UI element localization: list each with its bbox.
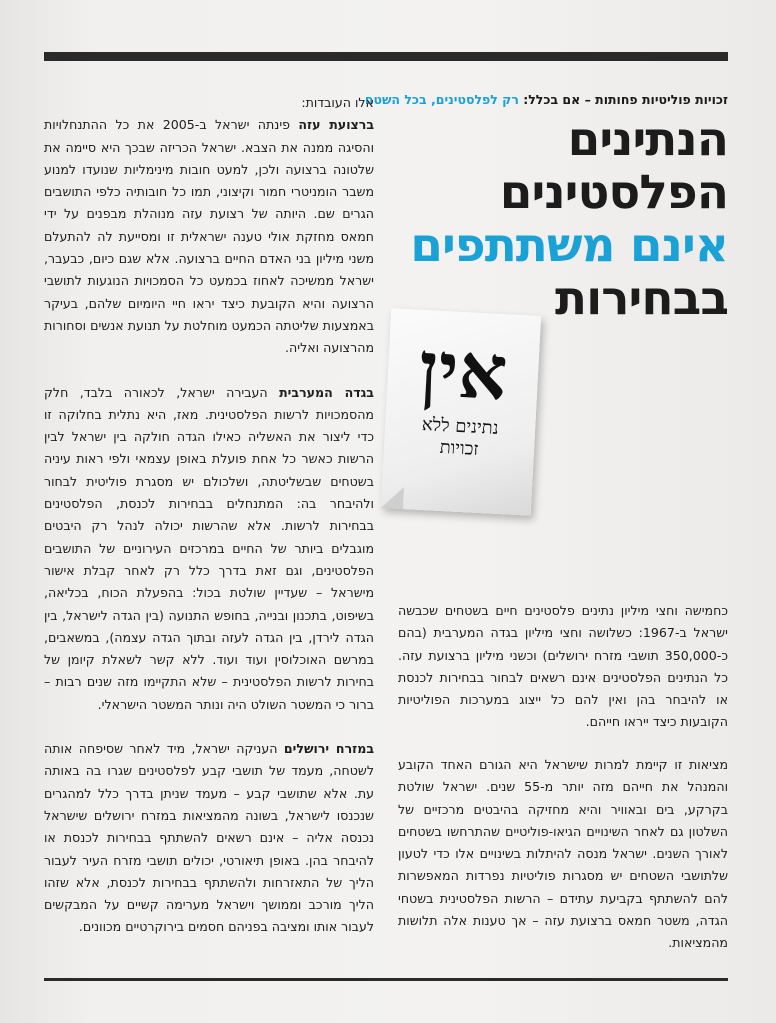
jerusalem-text: העניקה ישראל, מיד לאחר שסיפחה אותה לשטחה, מעמד של תושבי קבע לפלסטינים שגרו בה באותה עת. אלא שתושבי קבע – מעמד שניתן בדרך כלל למהגרים שנכנסו לישראל, בשונה מהמציאות במזרח ירושלים שישראל נכנסה אליה – אינם רשאים להשתתף בבחירות לכנסת או להיבחר בהן. באופן תיאורטי, יכולים תושבי מזרח העיר לעבור הליך של התאזרחות ולהשתתף בבחירות לכנסת, אלא שזהו הליך מורכב וממושך וישראל מערימה קשיים על המבקשים לעבור אותו ומציבה בפניהם חסמים בירוקרטיים מכוונים. bbox=[44, 741, 374, 935]
headline bbox=[398, 113, 728, 325]
westbank-lead: בגדה המערבית bbox=[279, 384, 374, 400]
kicker-prefix: זכויות פוליטיות פחותות – אם בכלל: bbox=[518, 92, 728, 107]
left-paragraph-jerusalem bbox=[44, 738, 374, 939]
right-paragraph-text-2: מציאות זו קיימת למרות שישראל היא הגורם האחד הקובע והמנהל את חייהם מזה יותר מ-55 שנים. ישראל שולטת בקרקע, בים ובאוויר והיא מחזיקה בהיבטים מרכזיים של השלטון גם לאחר השינויים הגיאו-פוליטיים שהתרחשו בשטחים לאורך השנים. ישראל מנסה להיתלות בשינויים אלו כדי לטעון שלתושבי השטחים יש מסגרות פוליטיות נפרדות המאפשרות להם להשתתף בקביעת עתידם – הרשות הפלסטינית בשטחי הגדה, משטר חמאס ברצועת עזה – אך טענות אלה תלושות מהמציאות. bbox=[398, 757, 729, 951]
left-column bbox=[44, 92, 374, 961]
right-paragraph-text-1: כחמישה וחצי מיליון נתינים פלסטינים חיים בשטחים שכבשה ישראל ב-1967: כשלושה וחצי מיליון בגדה המערבית (בהם כ-350,000 תושבי מזרח ירושלים) וכשני מיליון ברצועת עזה. כל הנתינים הפלסטינים אינם רשאים לבחור בבחירות לכנסת או להיבחר בהן ואין להם כל ייצוג במערכות הפוליטיות הקובעות כיצד ייראו חייהם. bbox=[398, 603, 728, 730]
headline-line-4: בבחירות bbox=[555, 271, 728, 326]
kicker-highlight: רק לפלסטינים, בכל השטח bbox=[364, 92, 519, 107]
left-paragraph-westbank bbox=[44, 382, 374, 716]
right-body-paragraph-2 bbox=[398, 754, 728, 955]
top-rule bbox=[44, 52, 728, 61]
note-line-2: זכויות bbox=[439, 436, 479, 460]
bottom-rule bbox=[44, 978, 728, 981]
note-big-word: אין bbox=[416, 323, 510, 418]
jerusalem-lead: במזרח ירושלים bbox=[283, 741, 374, 757]
intro-text: אלו העובדות: bbox=[301, 95, 374, 110]
headline-line-2: הפלסטינים bbox=[499, 165, 728, 220]
headline-line-3: אינם משתתפים bbox=[410, 218, 728, 273]
westbank-text: העבירה ישראל, לכאורה בלבד, חלק מהסמכויות לרשות הפלסטינית. מאז, היא נתלית בחלוקה זו כדי ליצור את האשליה כאילו הגדה חולקה בין ישראל לבין הרשות כאשר כל אחת פועלת באופן עצמאי ולפי ראות עיניה בשטחים שבשליטתה, ושלכולם יש מסגרת פוליטית לבחור ולהיבחר בה: המתנחלים בבחירות לכנסת, הפלסטינים בבחירות לרשות. אלא שהרשות יכולה לנהל רק היבטים מוגבלים ביותר של החיים במרכזים העירוניים של התושבים הפלסטינים, וגם זאת בדרך כלל רק לאחר קבלת אישור מישראל – שעדיין שולטת בכול: בהפעלת הכוח, בכליאה, בשיפוט, בתכנון ובנייה, בחופש התנועה (בין הגדה לישראל, בין הגדה לירדן, בין הגדה לעזה ובתוך הגדה עצמה), במשאבים, במרשם האוכלוסין ועוד ועוד. ללא קשר לשאלת קיומן של בחירות לרשות הפלסטינית – שלא התקיימו מזה שנים רבות – ברור כי המשטר השולט היה ונותר המשטר הישראלי. bbox=[44, 384, 374, 712]
kicker bbox=[364, 92, 728, 107]
gaza-lead: ברצועת עזה bbox=[298, 117, 375, 133]
left-paragraph-intro bbox=[44, 92, 374, 114]
left-paragraph-gaza bbox=[44, 114, 374, 359]
gaza-text: פינתה ישראל ב-2005 את כל ההתנחלויות והסיגה ממנה את הצבא. ישראל הכריזה שבכך היא סיימה את שלטונה ברצועה ולכן, למעט חובות מינימליות שנועדו למנוע משבר הומניטרי חמור וקיצוני, תמו כל חובותיה כלפי התושבים הגרים שם. היותה של רצועת עזה מנוהלת מבפנים על ידי חמאס מחזקת אולי טענה ישראלית זו ומסייעת לה להתעלם משני מיליון בני האדם החיים ברצועה. אלא שגם כיום, כבעבר, ישראל ממשיכה לאחוז בכמעט כל הסמכויות הנוגעות לתושבי הרצועה והיא הקובעת כיצד יראו חיי היומיום שלהם, בעיקר באמצעות שליטתה הכמעט מוחלטת על תנועת אנשים וסחורות מהרצועה ואליה. bbox=[44, 117, 374, 356]
note-line-1: נתינים ללא bbox=[421, 413, 500, 439]
page-curl-icon bbox=[381, 486, 404, 509]
right-body-paragraph-1 bbox=[398, 600, 728, 734]
headline-line-1: הנתינים bbox=[567, 112, 728, 167]
sticky-note-graphic bbox=[381, 308, 541, 516]
